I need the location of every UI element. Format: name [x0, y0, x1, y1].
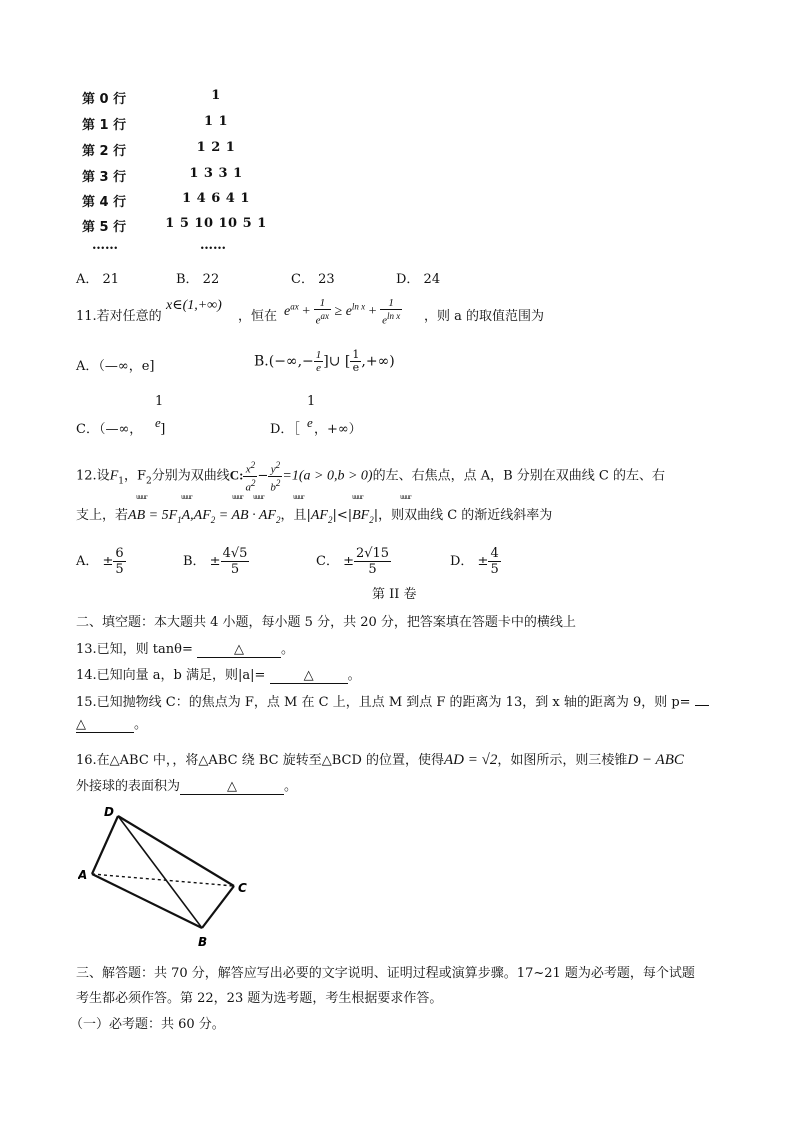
question-16: 16.在△ABC 中，，将△ABC 绕 BC 旋转至△BCD 的位置，使得AD = √2，如图所示，则三棱锥D − ABC	[76, 752, 684, 768]
edge-da	[92, 816, 118, 874]
row-label: 第 1 行	[82, 118, 127, 133]
option-b: B． 22	[176, 272, 220, 287]
q11-c-num: 1	[155, 394, 164, 409]
answer-blank: △	[197, 642, 281, 658]
q11-domain: x∈(1,+∞)	[166, 298, 222, 313]
q11-inequality: $e^{ax}$ + $\frac{1}{e^{ax}}$ ≥ $e^{ln x}$ + $\frac{1}{e^{ln x}}$	[284, 297, 401, 327]
row-label: 第 2 行	[82, 144, 127, 159]
q11-option-b: B.(−∞,− $\frac{1}{e}$ ]∪ [ $\frac{1}{e}$ ,+∞)	[254, 348, 395, 374]
vertex-label-c: C	[238, 881, 247, 895]
option-c: C． 23	[291, 272, 335, 287]
question-15-answer: △ 。	[76, 717, 148, 732]
q12-option-d: D． ± $\frac{4}{5}$	[450, 546, 499, 577]
row-label: 第 3 行	[82, 170, 127, 185]
row-values: 1	[211, 88, 221, 103]
row-values: 1 5 10 10 5 1	[165, 216, 267, 231]
vector-mark: uuur	[181, 494, 192, 501]
q11-c-den: e	[155, 415, 161, 430]
q11-option-c: C．（—∞， ]	[76, 422, 166, 437]
question-15: 15.已知抛物线 C：的焦点为 F，点 M 在 C 上，且点 M 到点 F 的距离为 13，到 x 轴的距离为 9，则 p=	[76, 691, 709, 710]
q11-mid: ，恒在	[238, 309, 278, 324]
q12-option-a: A． ± $\frac{6}{5}$	[76, 546, 124, 577]
row-label: 第 4 行	[82, 195, 127, 210]
answer-header-line1: 三、解答题：共 70 分，解答应写出必要的文字说明、证明过程或演算步骤。17~21 题为必考题，每个试题	[76, 966, 695, 981]
q12-option-b: B． ± $\frac{4√5}{5}$	[183, 546, 248, 577]
ellipsis: ……	[200, 238, 226, 253]
vertex-label-b: B	[198, 935, 208, 949]
fill-in-header: 二、填空题：本大题共 4 小题，每小题 5 分，共 20 分，把答案填在答题卡中的横线上	[76, 615, 576, 630]
q12-line1: 12.设$F_1$，$F_2$分别为双曲线C: $\frac{x^2}{a^2}$ − $\frac{y^2}{b^2}$ =1(a > 0,b > 0)的左、右焦点，点 A，B 分别在双曲线 C 的左、右	[76, 460, 665, 494]
edge-ab	[92, 874, 202, 928]
question-13: 13.已知，则 tanθ= △ 。	[76, 642, 295, 657]
row-label: 第 5 行	[82, 220, 127, 235]
vector-mark: uuur	[293, 494, 304, 501]
answer-header-line2: 考生都必须作答。第 22，23 题为选考题，考生根据要求作答。	[76, 991, 443, 1006]
edge-dc	[118, 816, 234, 886]
ellipsis: ……	[92, 238, 118, 253]
option-d: D． 24	[396, 272, 441, 287]
q11-d-den: e	[307, 415, 313, 430]
vector-mark: uuur	[253, 494, 264, 501]
vector-mark: uuur	[136, 494, 147, 501]
q12-option-c: C． ± $\frac{2√15}{5}$	[316, 546, 390, 577]
vertex-label-a: A	[78, 868, 88, 882]
edge-db	[118, 816, 202, 928]
section-title: 第 II 卷	[372, 587, 417, 602]
vector-mark: uuur	[232, 494, 243, 501]
row-values: 1 1	[203, 114, 229, 129]
answer-blank: △	[76, 717, 134, 733]
row-values: 1 3 3 1	[189, 166, 243, 181]
question-14: 14.已知向量 a，b 满足，则|a|= △ 。	[76, 668, 361, 683]
row-label: 第 0 行	[82, 92, 127, 107]
q12-line2: 支上，若AB = $5F_1A,AF_2$ = AB · $AF_2$，且$|AF_2|<|BF_2|$，则双曲线 C 的渐近线斜率为	[76, 508, 553, 525]
tetrahedron-figure	[78, 800, 258, 950]
q11-option-a: A．（—∞，e]	[76, 359, 155, 374]
vertex-label-d: D	[104, 805, 114, 819]
vector-mark: uuur	[352, 494, 363, 501]
row-values: 1 4 6 4 1	[182, 191, 250, 206]
question-16-line2: 外接球的表面积为 △ 。	[76, 779, 298, 794]
required-header: （一）必考题：共 60 分。	[70, 1017, 225, 1032]
option-a: A． 21	[76, 272, 120, 287]
vector-mark: uuur	[400, 494, 411, 501]
q11-option-d: D．［ ，+∞）	[270, 422, 362, 437]
q11-d-num: 1	[307, 394, 316, 409]
answer-blank: △	[180, 779, 284, 795]
row-values: 1 2 1	[196, 140, 236, 155]
answer-blank: △	[270, 668, 348, 684]
q11-prefix: 11.若对任意的	[76, 309, 162, 324]
q11-suffix: ，则 a 的取值范围为	[424, 309, 545, 324]
edge-cb	[202, 886, 234, 928]
